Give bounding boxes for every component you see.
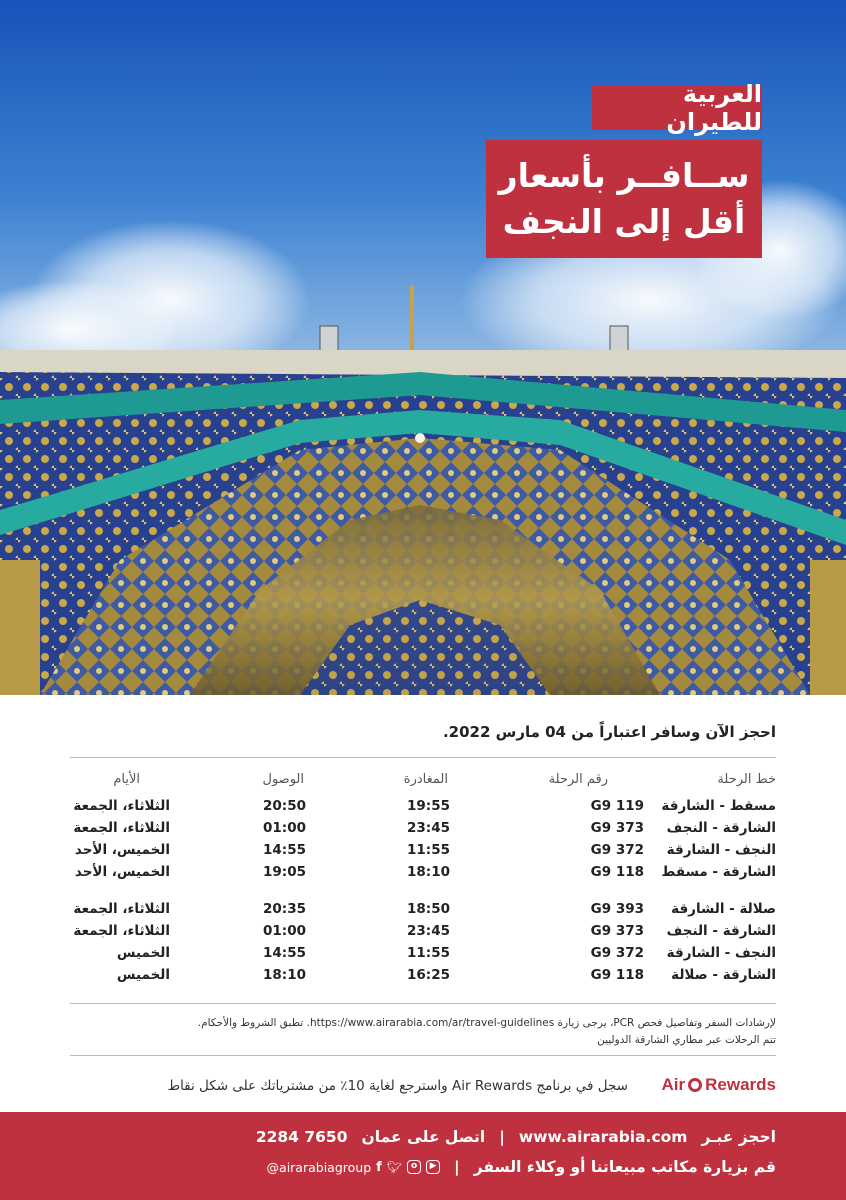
youtube-icon[interactable]: ▶ bbox=[426, 1160, 440, 1174]
cell-days: الثلاثاء، الجمعة bbox=[73, 820, 170, 836]
cell-arrival: 01:00 bbox=[263, 820, 306, 836]
cell-flight: G9 393 bbox=[590, 901, 644, 917]
cell-flight: G9 119 bbox=[590, 798, 644, 814]
cell-departure: 23:45 bbox=[407, 923, 450, 939]
header-departure: المغادرة bbox=[403, 772, 448, 787]
headline-box bbox=[486, 140, 762, 258]
divider bbox=[70, 1003, 776, 1004]
cell-route: النجف - الشارقة bbox=[666, 945, 776, 961]
cell-route: الشارقة - مسقط bbox=[661, 864, 776, 880]
cell-flight: G9 373 bbox=[590, 923, 644, 939]
header-route: خط الرحلة bbox=[717, 772, 776, 787]
cell-days: الخميس، الأحد bbox=[74, 864, 170, 880]
cell-flight: G9 118 bbox=[590, 864, 644, 880]
rewards-logo-rewards: Rewards bbox=[705, 1075, 776, 1094]
cell-flight: G9 373 bbox=[590, 820, 644, 836]
social-handle[interactable]: @airarabiagroup bbox=[266, 1159, 372, 1175]
header-arrival: الوصول bbox=[262, 772, 304, 787]
header-flight: رقم الرحلة bbox=[548, 772, 608, 787]
divider bbox=[70, 1055, 776, 1056]
rewards-logo-air: Air bbox=[661, 1075, 686, 1094]
cell-arrival: 20:35 bbox=[263, 901, 306, 917]
cell-route: صلالة - الشارقة bbox=[671, 901, 776, 917]
cell-departure: 18:50 bbox=[407, 901, 450, 917]
separator: | bbox=[454, 1158, 460, 1176]
cell-route: الشارقة - النجف bbox=[666, 923, 776, 939]
cell-departure: 11:55 bbox=[407, 842, 450, 858]
social-links bbox=[267, 1160, 441, 1175]
cell-arrival: 01:00 bbox=[263, 923, 306, 939]
website-link[interactable]: www.airarabia.com bbox=[518, 1128, 688, 1146]
headline-line-2: أقل إلى النجف bbox=[502, 202, 746, 241]
cell-days: الثلاثاء، الجمعة bbox=[73, 901, 170, 917]
cell-departure: 16:25 bbox=[407, 967, 450, 983]
cell-route: النجف - الشارقة bbox=[666, 842, 776, 858]
note-airports: تتم الرحلات عبر مطاري الشارقة الدوليين bbox=[597, 1034, 776, 1046]
cell-route: الشارقة - صلالة bbox=[671, 967, 776, 983]
facebook-icon[interactable]: f bbox=[376, 1159, 382, 1175]
cell-arrival: 14:55 bbox=[263, 842, 306, 858]
cell-days: الخميس bbox=[116, 945, 170, 961]
instagram-icon[interactable]: o bbox=[407, 1160, 421, 1174]
rewards-ring-icon bbox=[688, 1078, 702, 1092]
intro-text: احجز الآن وسافر اعتباراً من 04 مارس 2022. bbox=[442, 723, 776, 741]
rewards-text: سجل في برنامج Air Rewards واسترجع لغاية 10٪ من مشترياتك على شكل نقاط bbox=[167, 1078, 628, 1094]
cell-route: مسقط - الشارقة bbox=[661, 798, 776, 814]
cell-departure: 11:55 bbox=[407, 945, 450, 961]
cell-flight: G9 118 bbox=[590, 967, 644, 983]
footer bbox=[0, 1112, 846, 1200]
divider bbox=[70, 757, 776, 758]
book-label: احجز عبـر bbox=[701, 1128, 776, 1146]
cell-departure: 23:45 bbox=[407, 820, 450, 836]
rewards-row bbox=[70, 1072, 776, 1100]
cell-flight: G9 372 bbox=[590, 842, 644, 858]
cell-arrival: 20:50 bbox=[263, 798, 306, 814]
cell-arrival: 18:10 bbox=[263, 967, 306, 983]
visit-line bbox=[267, 1158, 776, 1176]
header-days: الأيام bbox=[113, 772, 140, 787]
cell-departure: 18:10 bbox=[407, 864, 450, 880]
cell-days: الخميس، الأحد bbox=[74, 842, 170, 858]
cell-days: الخميس bbox=[116, 967, 170, 983]
visit-text: قم بزيارة مكاتب مبيعاتنا أو وكلاء السفر bbox=[473, 1158, 776, 1176]
air-arabia-logo: العربية للطيران bbox=[592, 86, 762, 130]
cell-arrival: 19:05 bbox=[263, 864, 306, 880]
cell-arrival: 14:55 bbox=[263, 945, 306, 961]
phone-number[interactable]: 2284 7650 bbox=[255, 1128, 348, 1146]
note-pcr: لإرشادات السفر وتفاصيل فحص PCR، يرجى زيارة https://www.airarabia.com/ar/travel-guidelines. تطبق الشروط والأحكام. bbox=[197, 1017, 776, 1029]
cell-flight: G9 372 bbox=[590, 945, 644, 961]
cell-days: الثلاثاء، الجمعة bbox=[73, 798, 170, 814]
contact-line bbox=[256, 1128, 776, 1146]
cell-days: الثلاثاء، الجمعة bbox=[73, 923, 170, 939]
separator: | bbox=[499, 1128, 505, 1146]
travel-notes bbox=[198, 1015, 776, 1049]
headline-line-1: ســافــر بأسعار bbox=[498, 156, 750, 195]
twitter-icon[interactable]: 🐦︎ bbox=[386, 1160, 403, 1174]
cell-route: الشارقة - النجف bbox=[666, 820, 776, 836]
cell-departure: 19:55 bbox=[407, 798, 450, 814]
call-label: اتصل على عمان bbox=[361, 1128, 486, 1146]
air-rewards-logo bbox=[662, 1075, 777, 1095]
